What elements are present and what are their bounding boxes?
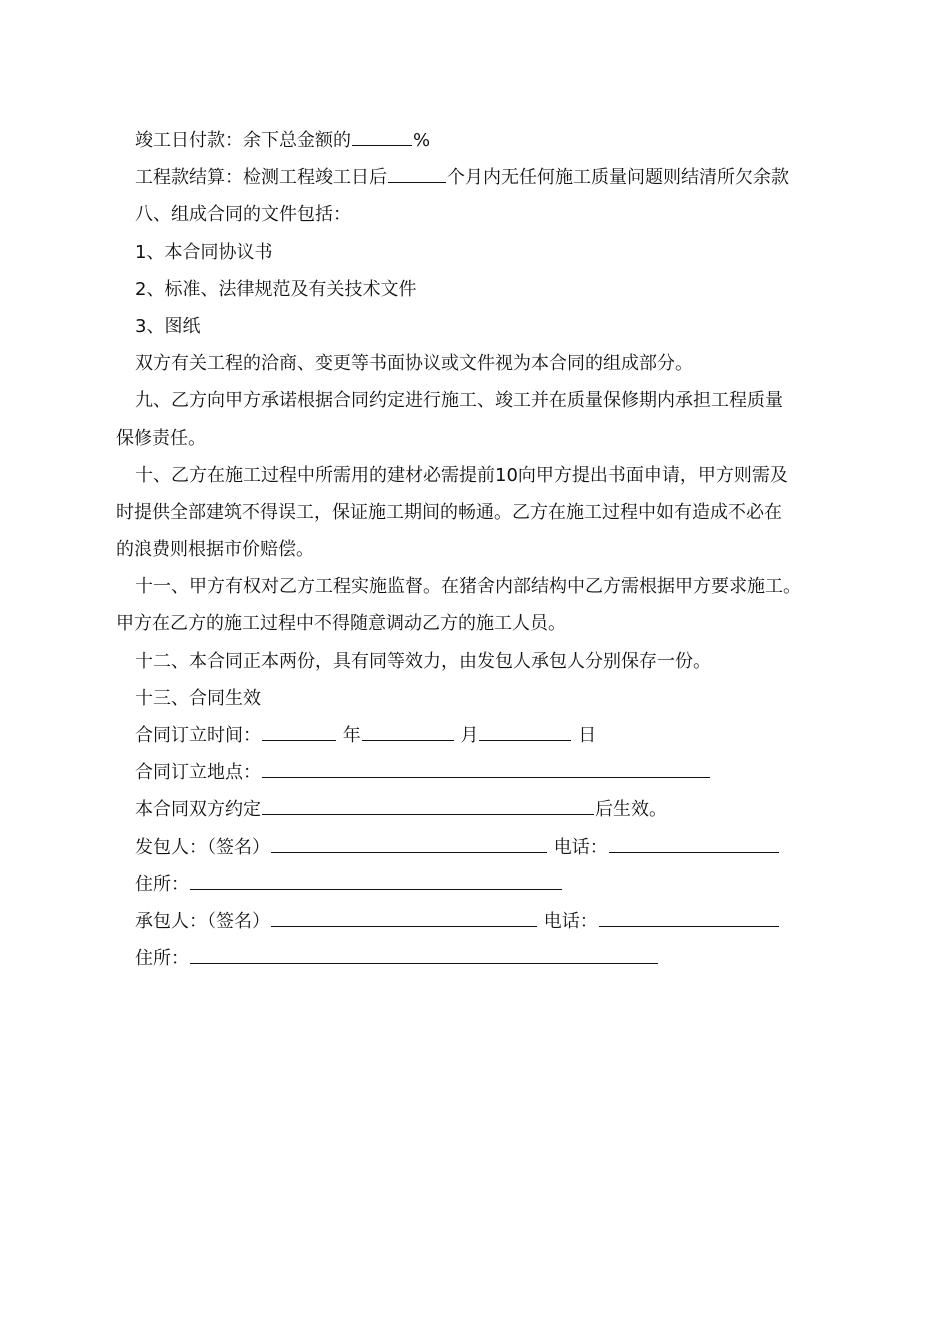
settlement-suffix: 个月内无任何施工质量问题则结清所欠余款 [447,167,789,189]
section9-line-2: 保修责任。 [116,427,206,449]
contract-body [116,122,846,977]
contractor-address-blank[interactable] [190,947,658,964]
effect-condition-blank[interactable] [262,798,594,815]
section8-item-1: 1、本合同协议书 [135,241,273,263]
section8-note: 双方有关工程的洽商、变更等书面协议或文件视为本合同的组成部分。 [135,353,693,375]
section8-item-2: 2、标准、法律规范及有关技术文件 [135,278,417,300]
section11-line-1: 十一、甲方有权对乙方工程实施监督。在猪舍内部结构中乙方需根据甲方要求施工。 [135,576,801,598]
settlement-line [116,159,846,196]
section8-item-3: 3、图纸 [135,315,201,337]
place-blank[interactable] [262,761,710,778]
contractor-phone-label: 电话： [543,910,598,932]
month-label: 月 [460,725,479,746]
section9-line-1: 九、乙方向甲方承诺根据合同约定进行施工、竣工并在质量保修期内承担工程质量 [135,390,783,412]
contract-date-line [116,717,846,754]
contract-place-label: 合同订立地点： [135,762,261,784]
year-blank[interactable] [262,724,336,741]
section10-line-3: 的浪费则根据市价赔偿。 [116,539,314,561]
settlement-prefix: 工程款结算：检测工程竣工日后 [135,167,387,189]
section8-heading: 八、组成合同的文件包括： [135,204,351,226]
section10-line-2: 时提供全部建筑不得误工，保证施工期间的畅通。乙方在施工过程中如有造成不必在 [116,501,782,523]
employer-phone-label: 电话： [553,836,608,858]
contract-time-label: 合同订立时间： [135,725,261,746]
effect-line [116,791,846,828]
day-blank[interactable] [479,724,571,741]
contractor-signature-blank[interactable] [271,910,537,927]
contractor-address-label: 住所： [135,948,189,970]
contractor-address-line [116,940,846,977]
completion-percent-blank[interactable] [352,129,412,146]
effect-prefix: 本合同双方约定 [135,799,261,821]
settlement-months-blank[interactable] [388,166,446,183]
section12-text: 十二、本合同正本两份，具有同等效力，由发包人承包人分别保存一份。 [135,650,711,672]
contractor-phone-blank[interactable] [599,910,779,927]
section13-heading: 十三、合同生效 [135,687,261,709]
effect-suffix: 后生效。 [595,799,667,821]
employer-address-blank[interactable] [190,873,562,890]
employer-address-line [116,866,846,903]
section11-line-2: 甲方在乙方的施工过程中不得随意调动乙方的施工人员。 [116,613,566,635]
employer-phone-blank[interactable] [609,836,779,853]
completion-payment-label: 竣工日付款：余下总金额的 [135,130,351,151]
employer-signature-blank[interactable] [271,836,547,853]
section10-line-1: 十、乙方在施工过程中所需用的建材必需提前10向甲方提出书面申请，甲方则需及 [135,464,788,486]
day-label: 日 [578,725,597,746]
employer-label: 发包人：（签名） [135,836,270,858]
completion-payment-line [116,122,846,159]
contract-place-line [116,754,846,791]
month-blank[interactable] [362,724,454,741]
year-label: 年 [342,725,361,746]
percent-sign: % [413,130,431,151]
contractor-signature-line [116,903,846,940]
employer-address-label: 住所： [135,873,189,895]
employer-signature-line [116,829,846,866]
contractor-label: 承包人：（签名） [135,910,270,932]
